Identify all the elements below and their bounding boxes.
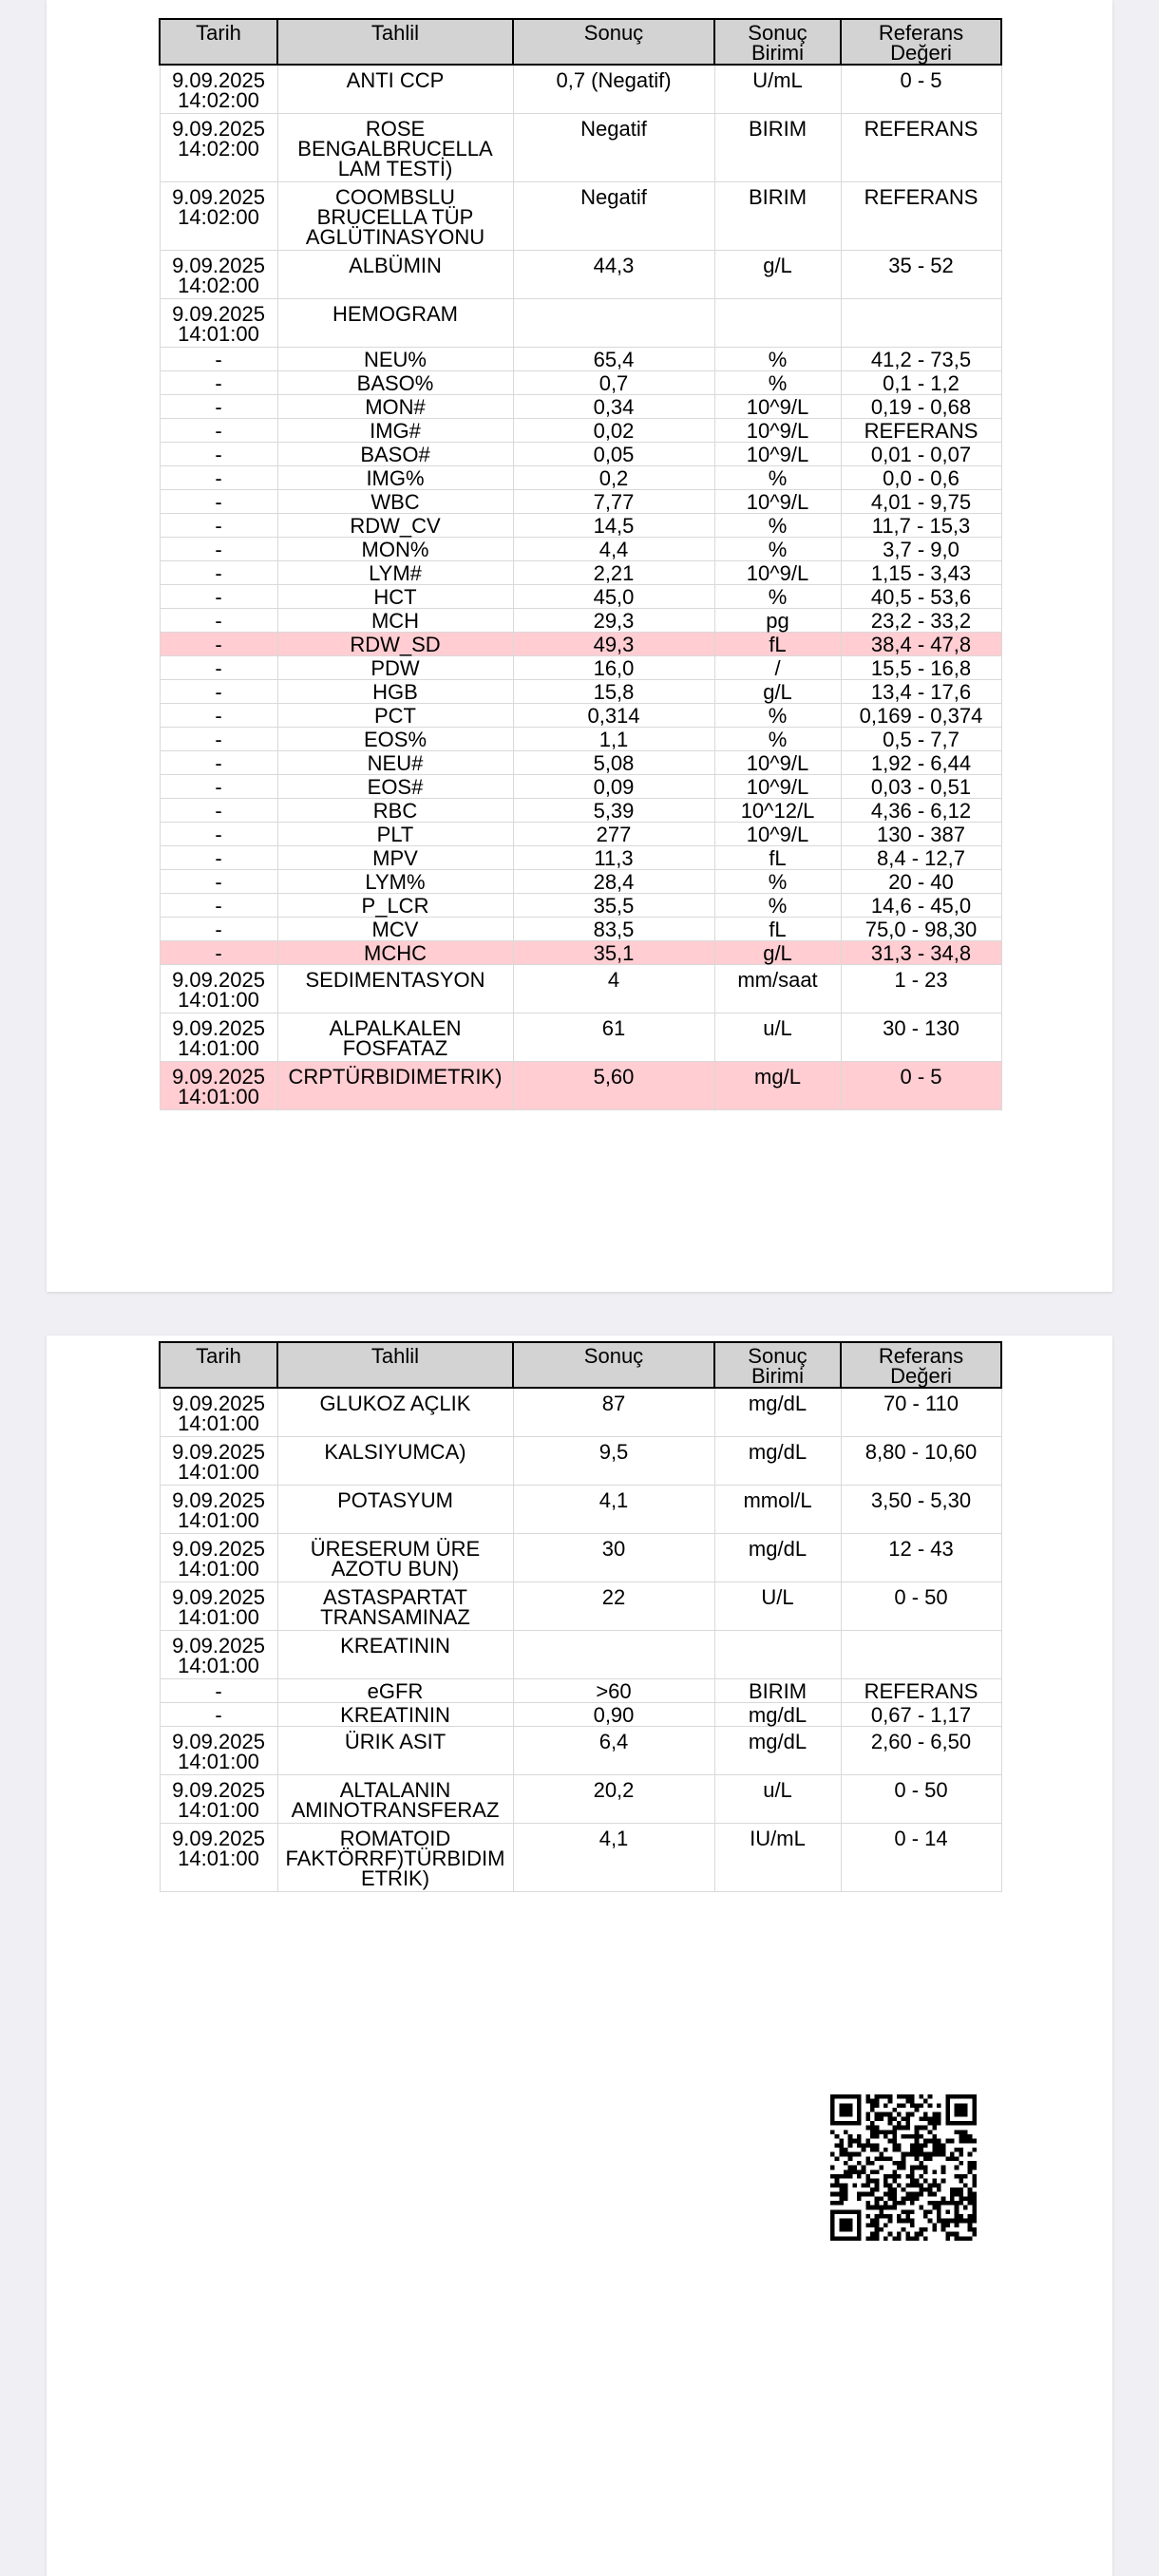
reference-cell: 8,80 - 10,60 (841, 1437, 1001, 1486)
result-cell: 0,7 (513, 371, 714, 395)
result-cell: 277 (513, 823, 714, 846)
test-name-cell: LYM% (277, 870, 513, 894)
test-name-cell: ANTI CCP (277, 65, 513, 114)
table-row (160, 514, 1001, 538)
reference-cell: 0,5 - 7,7 (841, 728, 1001, 751)
test-name-cell: IMG# (277, 419, 513, 443)
reference-cell: 0,01 - 0,07 (841, 443, 1001, 466)
reference-cell: 130 - 387 (841, 823, 1001, 846)
test-name-cell: NEU% (277, 348, 513, 371)
test-name-cell: RDW_CV (277, 514, 513, 538)
unit-cell: % (714, 728, 841, 751)
date-cell: 9.09.2025 14:01:00 (160, 1062, 277, 1110)
result-cell: 6,4 (513, 1727, 714, 1775)
result-cell: Negatif (513, 182, 714, 251)
test-name-cell: ALTALANIN AMINOTRANSFERAZ (277, 1775, 513, 1824)
reference-cell: 40,5 - 53,6 (841, 585, 1001, 609)
reference-cell: 0,19 - 0,68 (841, 395, 1001, 419)
result-cell: 83,5 (513, 918, 714, 941)
unit-cell: 10^9/L (714, 395, 841, 419)
test-name-cell: GLUKOZ AÇLIK (277, 1388, 513, 1437)
reference-cell: 0 - 5 (841, 65, 1001, 114)
unit-cell: 10^9/L (714, 775, 841, 799)
unit-cell: mg/dL (714, 1703, 841, 1727)
result-cell: 9,5 (513, 1437, 714, 1486)
table-header-row (160, 19, 1001, 65)
reference-cell: 11,7 - 15,3 (841, 514, 1001, 538)
reference-cell: 23,2 - 33,2 (841, 609, 1001, 633)
date-cell: 9.09.2025 14:01:00 (160, 1727, 277, 1775)
table-row (160, 823, 1001, 846)
result-cell: 5,60 (513, 1062, 714, 1110)
date-cell: - (160, 538, 277, 561)
unit-cell: mg/dL (714, 1388, 841, 1437)
table-row (160, 918, 1001, 941)
date-cell: - (160, 490, 277, 514)
table-row (160, 728, 1001, 751)
date-cell: - (160, 799, 277, 823)
reference-cell: 3,50 - 5,30 (841, 1486, 1001, 1534)
header-referans-degeri: Referans Değeri (841, 1342, 1001, 1388)
reference-cell: 15,5 - 16,8 (841, 656, 1001, 680)
table-row (160, 870, 1001, 894)
result-cell: 30 (513, 1534, 714, 1582)
result-cell (513, 1631, 714, 1679)
reference-cell: 0,03 - 0,51 (841, 775, 1001, 799)
test-name-cell: CRPTÜRBIDIMETRIK) (277, 1062, 513, 1110)
test-name-cell: BASO# (277, 443, 513, 466)
table-row (160, 395, 1001, 419)
unit-cell: 10^9/L (714, 490, 841, 514)
header-referans-degeri: Referans Değeri (841, 19, 1001, 65)
header-tahlil: Tahlil (277, 19, 513, 65)
test-name-cell: ALPALKALEN FOSFATAZ (277, 1013, 513, 1062)
test-name-cell: COOMBSLU BRUCELLA TÜP AGLÜTINASYONU (277, 182, 513, 251)
unit-cell: u/L (714, 1013, 841, 1062)
test-name-cell: PLT (277, 823, 513, 846)
header-sonuc: Sonuç (513, 19, 714, 65)
test-name-cell: IMG% (277, 466, 513, 490)
date-cell: - (160, 775, 277, 799)
result-cell: 0,314 (513, 704, 714, 728)
date-cell: 9.09.2025 14:02:00 (160, 114, 277, 182)
test-name-cell: EOS% (277, 728, 513, 751)
result-cell: 0,02 (513, 419, 714, 443)
date-cell: - (160, 1703, 277, 1727)
test-name-cell: MON# (277, 395, 513, 419)
date-cell: - (160, 870, 277, 894)
reference-cell: 14,6 - 45,0 (841, 894, 1001, 918)
reference-cell: 0,67 - 1,17 (841, 1703, 1001, 1727)
date-cell: - (160, 609, 277, 633)
table-row (160, 1437, 1001, 1486)
unit-cell: IU/mL (714, 1824, 841, 1892)
reference-cell: 8,4 - 12,7 (841, 846, 1001, 870)
table-row (160, 1534, 1001, 1582)
date-cell: - (160, 514, 277, 538)
reference-cell (841, 1631, 1001, 1679)
result-cell: 4,1 (513, 1486, 714, 1534)
test-name-cell: BASO% (277, 371, 513, 395)
result-cell: 20,2 (513, 1775, 714, 1824)
table-row (160, 1062, 1001, 1110)
unit-cell: fL (714, 633, 841, 656)
table-row (160, 965, 1001, 1013)
date-cell: 9.09.2025 14:01:00 (160, 965, 277, 1013)
reference-cell: 0,169 - 0,374 (841, 704, 1001, 728)
reference-cell: 0 - 50 (841, 1775, 1001, 1824)
table-row (160, 490, 1001, 514)
date-cell: 9.09.2025 14:02:00 (160, 182, 277, 251)
test-name-cell: WBC (277, 490, 513, 514)
test-name-cell: RBC (277, 799, 513, 823)
date-cell: - (160, 941, 277, 965)
report-page-2 (47, 1335, 1112, 2576)
header-sonuc-birimi: Sonuç Birimi (714, 1342, 841, 1388)
result-cell: 16,0 (513, 656, 714, 680)
table-row (160, 633, 1001, 656)
result-cell: 5,08 (513, 751, 714, 775)
table-row (160, 1703, 1001, 1727)
table-row (160, 299, 1001, 348)
date-cell: - (160, 348, 277, 371)
table-row (160, 941, 1001, 965)
table-row (160, 1727, 1001, 1775)
test-name-cell: HCT (277, 585, 513, 609)
lab-results-table-1 (159, 18, 1002, 1110)
result-cell: 0,34 (513, 395, 714, 419)
reference-cell: 35 - 52 (841, 251, 1001, 299)
reference-cell: 0 - 50 (841, 1582, 1001, 1631)
table-row (160, 656, 1001, 680)
unit-cell (714, 1631, 841, 1679)
table-row (160, 846, 1001, 870)
header-tarih: Tarih (160, 19, 277, 65)
table-row (160, 1486, 1001, 1534)
date-cell: - (160, 466, 277, 490)
result-cell: 15,8 (513, 680, 714, 704)
reference-cell: 75,0 - 98,30 (841, 918, 1001, 941)
reference-cell: REFERANS (841, 419, 1001, 443)
date-cell: 9.09.2025 14:02:00 (160, 65, 277, 114)
date-cell: - (160, 894, 277, 918)
table-row (160, 1824, 1001, 1892)
unit-cell: BIRIM (714, 182, 841, 251)
date-cell: - (160, 1679, 277, 1703)
unit-cell: U/L (714, 1582, 841, 1631)
result-cell: 0,90 (513, 1703, 714, 1727)
table-row (160, 1775, 1001, 1824)
date-cell: 9.09.2025 14:01:00 (160, 1388, 277, 1437)
test-name-cell: MPV (277, 846, 513, 870)
unit-cell: 10^9/L (714, 561, 841, 585)
header-sonuc: Sonuç (513, 1342, 714, 1388)
reference-cell: 4,36 - 6,12 (841, 799, 1001, 823)
header-tarih: Tarih (160, 1342, 277, 1388)
unit-cell (714, 299, 841, 348)
test-name-cell: MCHC (277, 941, 513, 965)
date-cell: 9.09.2025 14:01:00 (160, 1534, 277, 1582)
reference-cell: REFERANS (841, 182, 1001, 251)
result-cell: 7,77 (513, 490, 714, 514)
result-cell: 49,3 (513, 633, 714, 656)
unit-cell: g/L (714, 941, 841, 965)
date-cell: 9.09.2025 14:01:00 (160, 1582, 277, 1631)
reference-cell: 2,60 - 6,50 (841, 1727, 1001, 1775)
result-cell: 29,3 (513, 609, 714, 633)
table-row (160, 751, 1001, 775)
test-name-cell: KREATININ (277, 1631, 513, 1679)
reference-cell: 1,15 - 3,43 (841, 561, 1001, 585)
unit-cell: 10^9/L (714, 443, 841, 466)
test-name-cell: LYM# (277, 561, 513, 585)
reference-cell: 12 - 43 (841, 1534, 1001, 1582)
reference-cell: 3,7 - 9,0 (841, 538, 1001, 561)
reference-cell: 31,3 - 34,8 (841, 941, 1001, 965)
unit-cell: fL (714, 918, 841, 941)
reference-cell: 30 - 130 (841, 1013, 1001, 1062)
reference-cell: 70 - 110 (841, 1388, 1001, 1437)
test-name-cell: ROSE BENGALBRUCELLA LAM TESTİ) (277, 114, 513, 182)
unit-cell: % (714, 538, 841, 561)
reference-cell: 13,4 - 17,6 (841, 680, 1001, 704)
test-name-cell: SEDIMENTASYON (277, 965, 513, 1013)
table-row (160, 1388, 1001, 1437)
unit-cell: % (714, 585, 841, 609)
test-name-cell: KREATININ (277, 1703, 513, 1727)
unit-cell: % (714, 371, 841, 395)
date-cell: 9.09.2025 14:01:00 (160, 1775, 277, 1824)
unit-cell: mm/saat (714, 965, 841, 1013)
table-row (160, 680, 1001, 704)
date-cell: - (160, 585, 277, 609)
reference-cell: 0 - 5 (841, 1062, 1001, 1110)
date-cell: - (160, 561, 277, 585)
date-cell: - (160, 751, 277, 775)
table-row (160, 466, 1001, 490)
unit-cell: u/L (714, 1775, 841, 1824)
date-cell: - (160, 371, 277, 395)
report-page-1 (47, 0, 1112, 1292)
result-cell: 11,3 (513, 846, 714, 870)
date-cell: 9.09.2025 14:01:00 (160, 1437, 277, 1486)
table-row (160, 371, 1001, 395)
table-row (160, 65, 1001, 114)
reference-cell: 0,1 - 1,2 (841, 371, 1001, 395)
result-cell: 4,4 (513, 538, 714, 561)
unit-cell: g/L (714, 680, 841, 704)
result-cell: 4,1 (513, 1824, 714, 1892)
reference-cell (841, 299, 1001, 348)
table-row (160, 775, 1001, 799)
date-cell: 9.09.2025 14:01:00 (160, 1631, 277, 1679)
test-name-cell: P_LCR (277, 894, 513, 918)
result-cell: 5,39 (513, 799, 714, 823)
result-cell: >60 (513, 1679, 714, 1703)
test-name-cell: ASTASPARTAT TRANSAMINAZ (277, 1582, 513, 1631)
date-cell: 9.09.2025 14:01:00 (160, 1824, 277, 1892)
reference-cell: 4,01 - 9,75 (841, 490, 1001, 514)
test-name-cell: PDW (277, 656, 513, 680)
qr-code (830, 2094, 977, 2241)
test-name-cell: MCV (277, 918, 513, 941)
reference-cell: 1,92 - 6,44 (841, 751, 1001, 775)
unit-cell: % (714, 348, 841, 371)
table-row (160, 114, 1001, 182)
table-row (160, 585, 1001, 609)
result-cell: 87 (513, 1388, 714, 1437)
date-cell: 9.09.2025 14:01:00 (160, 299, 277, 348)
result-cell: 1,1 (513, 728, 714, 751)
unit-cell: mg/L (714, 1062, 841, 1110)
test-name-cell: MON% (277, 538, 513, 561)
date-cell: - (160, 443, 277, 466)
unit-cell: 10^9/L (714, 751, 841, 775)
reference-cell: 1 - 23 (841, 965, 1001, 1013)
table-row (160, 1679, 1001, 1703)
test-name-cell: ÜRIK ASIT (277, 1727, 513, 1775)
date-cell: 9.09.2025 14:01:00 (160, 1013, 277, 1062)
date-cell: 9.09.2025 14:01:00 (160, 1486, 277, 1534)
header-sonuc-birimi: Sonuç Birimi (714, 19, 841, 65)
test-name-cell: MCH (277, 609, 513, 633)
table-row (160, 1631, 1001, 1679)
result-cell: 2,21 (513, 561, 714, 585)
date-cell: - (160, 704, 277, 728)
unit-cell: U/mL (714, 65, 841, 114)
unit-cell: % (714, 894, 841, 918)
unit-cell: % (714, 514, 841, 538)
test-name-cell: ÜRESERUM ÜRE AZOTU BUN) (277, 1534, 513, 1582)
result-cell: 35,1 (513, 941, 714, 965)
unit-cell: / (714, 656, 841, 680)
date-cell: - (160, 846, 277, 870)
test-name-cell: EOS# (277, 775, 513, 799)
unit-cell: pg (714, 609, 841, 633)
unit-cell: BIRIM (714, 114, 841, 182)
unit-cell: 10^9/L (714, 419, 841, 443)
table-row (160, 1013, 1001, 1062)
result-cell: 0,2 (513, 466, 714, 490)
table-row (160, 1582, 1001, 1631)
date-cell: - (160, 633, 277, 656)
date-cell: - (160, 918, 277, 941)
unit-cell: mg/dL (714, 1727, 841, 1775)
table-row (160, 251, 1001, 299)
table-row (160, 538, 1001, 561)
unit-cell: g/L (714, 251, 841, 299)
reference-cell: REFERANS (841, 1679, 1001, 1703)
table-row (160, 443, 1001, 466)
header-tahlil: Tahlil (277, 1342, 513, 1388)
date-cell: - (160, 680, 277, 704)
reference-cell: 38,4 - 47,8 (841, 633, 1001, 656)
result-cell: Negatif (513, 114, 714, 182)
date-cell: 9.09.2025 14:02:00 (160, 251, 277, 299)
date-cell: - (160, 395, 277, 419)
test-name-cell: POTASYUM (277, 1486, 513, 1534)
result-cell: 61 (513, 1013, 714, 1062)
unit-cell: fL (714, 846, 841, 870)
result-cell: 65,4 (513, 348, 714, 371)
table-row (160, 348, 1001, 371)
unit-cell: 10^12/L (714, 799, 841, 823)
test-name-cell: ALBÜMIN (277, 251, 513, 299)
test-name-cell: HGB (277, 680, 513, 704)
unit-cell: % (714, 870, 841, 894)
unit-cell: mg/dL (714, 1534, 841, 1582)
table-row (160, 894, 1001, 918)
table-row (160, 799, 1001, 823)
table-header-row (160, 1342, 1001, 1388)
table-row (160, 419, 1001, 443)
date-cell: - (160, 419, 277, 443)
result-cell: 35,5 (513, 894, 714, 918)
unit-cell: 10^9/L (714, 823, 841, 846)
result-cell: 22 (513, 1582, 714, 1631)
table-row (160, 182, 1001, 251)
unit-cell: % (714, 704, 841, 728)
table-row (160, 609, 1001, 633)
reference-cell: 20 - 40 (841, 870, 1001, 894)
test-name-cell: NEU# (277, 751, 513, 775)
result-cell: 0,09 (513, 775, 714, 799)
reference-cell: 0,0 - 0,6 (841, 466, 1001, 490)
result-cell (513, 299, 714, 348)
test-name-cell: eGFR (277, 1679, 513, 1703)
result-cell: 45,0 (513, 585, 714, 609)
lab-results-table-2 (159, 1341, 1002, 1892)
result-cell: 0,7 (Negatif) (513, 65, 714, 114)
unit-cell: BIRIM (714, 1679, 841, 1703)
unit-cell: mmol/L (714, 1486, 841, 1534)
date-cell: - (160, 656, 277, 680)
test-name-cell: ROMATOID FAKTÖRRF)TÜRBIDIM ETRIK) (277, 1824, 513, 1892)
test-name-cell: HEMOGRAM (277, 299, 513, 348)
test-name-cell: PCT (277, 704, 513, 728)
date-cell: - (160, 823, 277, 846)
unit-cell: % (714, 466, 841, 490)
reference-cell: REFERANS (841, 114, 1001, 182)
result-cell: 28,4 (513, 870, 714, 894)
table-row (160, 704, 1001, 728)
unit-cell: mg/dL (714, 1437, 841, 1486)
result-cell: 4 (513, 965, 714, 1013)
result-cell: 0,05 (513, 443, 714, 466)
test-name-cell: KALSIYUMCA) (277, 1437, 513, 1486)
reference-cell: 41,2 - 73,5 (841, 348, 1001, 371)
result-cell: 44,3 (513, 251, 714, 299)
reference-cell: 0 - 14 (841, 1824, 1001, 1892)
table-row (160, 561, 1001, 585)
test-name-cell: RDW_SD (277, 633, 513, 656)
date-cell: - (160, 728, 277, 751)
result-cell: 14,5 (513, 514, 714, 538)
